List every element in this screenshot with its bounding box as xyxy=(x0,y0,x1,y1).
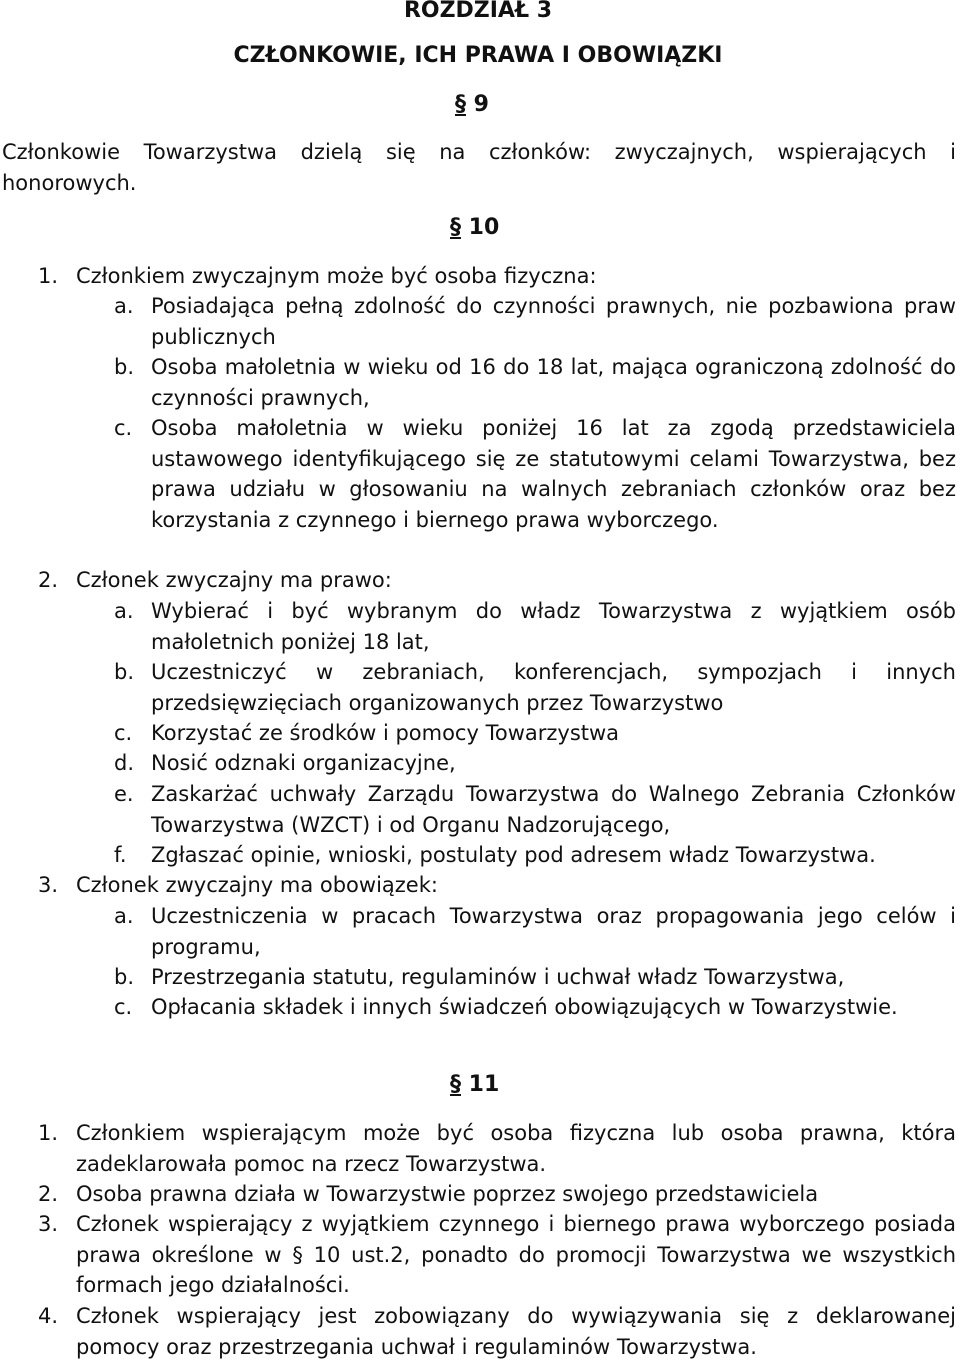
sub-letter: c. xyxy=(114,416,133,440)
sub-letter: e. xyxy=(114,782,134,806)
sub-text: Uczestniczyć w zebraniach, konferencjach, sympozjach i innych przedsięwzięciach organizowanych przez Towarzystwo xyxy=(151,660,956,715)
sub-letter: c. xyxy=(114,995,133,1019)
point-number: 1. xyxy=(38,264,59,288)
sub-letter: b. xyxy=(114,965,135,989)
point-number: 4. xyxy=(38,1304,59,1328)
sub-text: Wybierać i być wybranym do władz Towarzystwa z wyjątkiem osób małoletnich poniżej 18 lat, xyxy=(151,599,956,654)
sub-text: Osoba małoletnia w wieku poniżej 16 lat za zgodą przedstawiciela ustawowego identyfikującego się ze statutowymi celami Towarzystwa, bez prawa udziału w głosowaniu na walnych zebraniach członków oraz bez korzystania z czynnego i biernego prawa wyborczego. xyxy=(151,416,956,532)
section-heading-9 xyxy=(455,90,489,121)
point-number: 2. xyxy=(38,568,59,592)
section-symbol: § xyxy=(450,1072,461,1097)
sub-letter: a. xyxy=(114,294,134,318)
section-number: 9 xyxy=(473,92,489,117)
sub-letter: a. xyxy=(114,599,134,623)
point-number: 2. xyxy=(38,1182,59,1206)
point-number: 3. xyxy=(38,1212,59,1236)
point-text: Członkiem wspierającym może być osoba fizyczna lub osoba prawna, która zadeklarowała pomoc na rzecz Towarzystwa. xyxy=(76,1121,956,1176)
sub-text: Nosić odznaki organizacyjne, xyxy=(151,751,456,775)
sub-letter: b. xyxy=(114,355,135,379)
sub-text: Korzystać ze środków i pomocy Towarzystwa xyxy=(151,721,620,745)
sub-text: Posiadająca pełną zdolność do czynności prawnych, nie pozbawiona praw publicznych xyxy=(151,294,956,349)
sub-text: Opłacania składek i innych świadczeń obowiązujących w Towarzystwie. xyxy=(151,995,898,1019)
section-symbol: § xyxy=(455,92,466,117)
section-number: 11 xyxy=(468,1072,500,1097)
sub-text: Zaskarżać uchwały Zarządu Towarzystwa do Walnego Zebrania Członków Towarzystwa (WZCT) i od Organu Nadzorującego, xyxy=(151,782,956,837)
section-heading-11 xyxy=(450,1070,499,1101)
point-text: Członek zwyczajny ma obowiązek: xyxy=(76,873,438,897)
sub-text: Przestrzegania statutu, regulaminów i uchwał władz Towarzystwa, xyxy=(151,965,845,989)
point-number: 3. xyxy=(38,873,59,897)
sub-text: Zgłaszać opinie, wnioski, postulaty pod adresem władz Towarzystwa. xyxy=(151,843,876,867)
sub-letter: c. xyxy=(114,721,133,745)
section-heading-10 xyxy=(450,213,499,244)
point-text: Członek wspierający z wyjątkiem czynnego i biernego prawa wyborczego posiada prawa określone w § 10 ust.2, ponadto do promocji Towarzystwa we wszystkich formach jego działalności. xyxy=(76,1212,956,1297)
sub-letter: f. xyxy=(114,843,127,867)
sub-letter: a. xyxy=(114,904,134,928)
sub-text: Uczestniczenia w pracach Towarzystwa oraz propagowania jego celów i programu, xyxy=(151,904,956,959)
section-number: 10 xyxy=(468,215,500,240)
sub-letter: b. xyxy=(114,660,135,684)
point-text: Członek wspierający jest zobowiązany do wywiązywania się z deklarowanej pomocy oraz przestrzegania uchwał i regulaminów Towarzystwa. xyxy=(76,1304,956,1359)
section-symbol: § xyxy=(450,215,461,240)
chapter-title: CZŁONKOWIE, ICH PRAWA I OBOWIĄZKI xyxy=(233,43,723,68)
point-number: 1. xyxy=(38,1121,59,1145)
section-9-text: Członkowie Towarzystwa dzielą się na członków: zwyczajnych, wspierających i honorowych. xyxy=(2,140,956,195)
chapter-heading: ROZDZIAŁ 3 xyxy=(403,0,553,23)
point-text: Członkiem zwyczajnym może być osoba fizyczna: xyxy=(76,264,597,288)
sub-text: Osoba małoletnia w wieku od 16 do 18 lat, mająca ograniczoną zdolność do czynności prawnych, xyxy=(151,355,956,410)
sub-letter: d. xyxy=(114,751,135,775)
point-text: Osoba prawna działa w Towarzystwie poprzez swojego przedstawiciela xyxy=(76,1182,819,1206)
point-text: Członek zwyczajny ma prawo: xyxy=(76,568,392,592)
